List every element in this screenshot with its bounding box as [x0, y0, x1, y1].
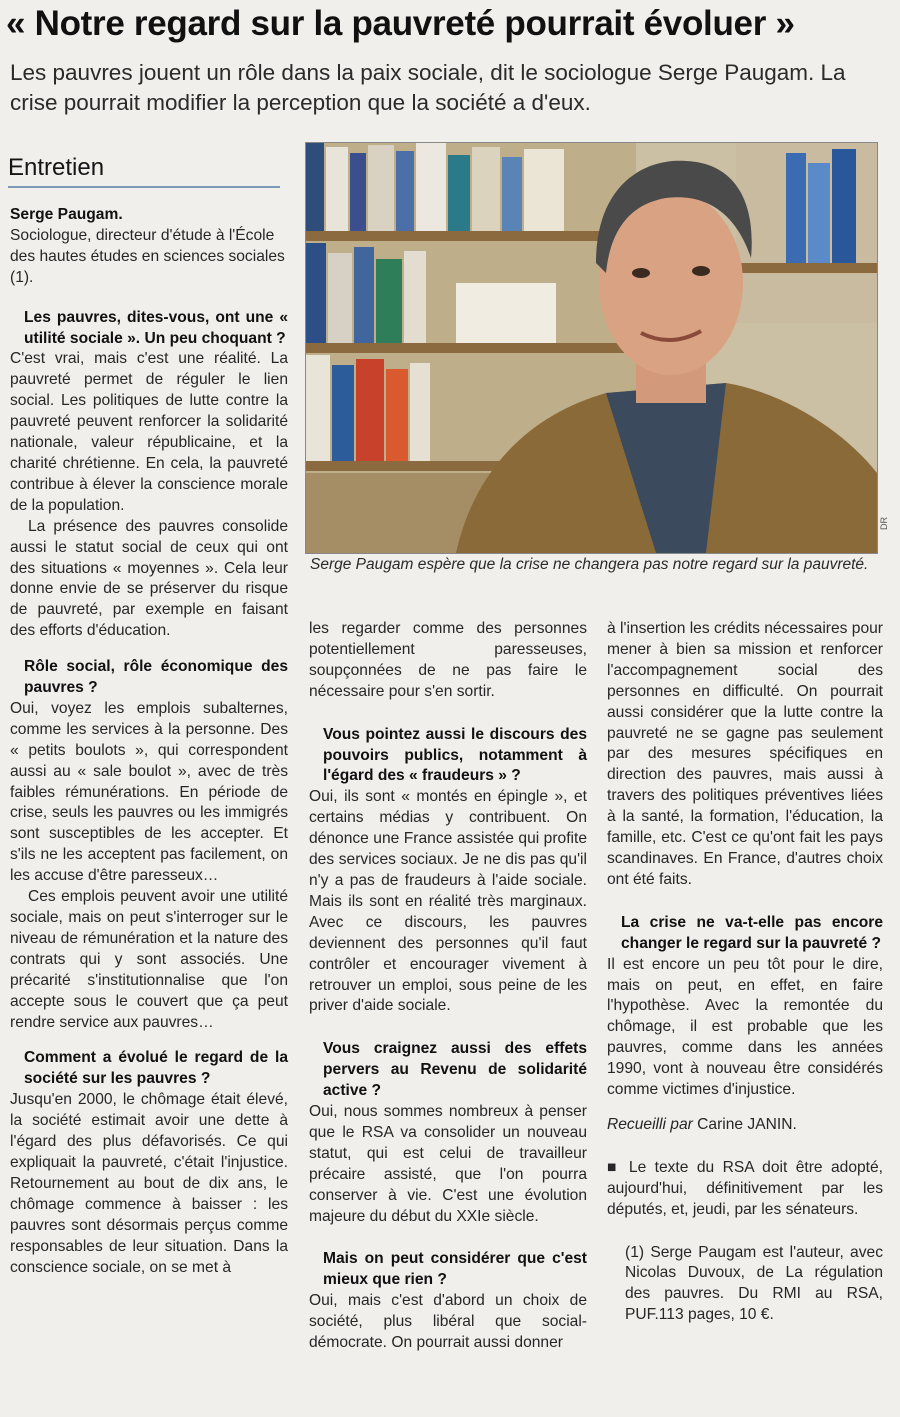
answer-4: Oui, ils sont « montés en épingle », et certains médias y contribuent. On dénonce une France assistée qui profite des services sociaux. Je ne dis pas qu'il n'y a pas de fraudeurs à l'aide sociale. Mais ils sont en réalité très marginaux. Avec ce discours, les pauvres deviennent des personnes qu'il faut contrôler et encourager vivement à retrouver un emploi, sous peine de les priver d'aide sociale. [309, 788, 587, 1015]
answer-1-paragraph-1: C'est vrai, mais c'est une réalité. La pauvreté permet de réguler le lien social. Les politiques de lutte contre la pauvreté peuvent renforcer la solidarité nationale, valeur républicaine, et la charité chrétienne. En cela, la pauvreté contribue à élever la conscience morale de la population. [10, 350, 288, 514]
question-1: Les pauvres, dites-vous, ont une « utilité sociale ». Un peu choquant ? [24, 308, 288, 347]
photo-caption: Serge Paugam espère que la crise ne changera pas notre regard sur la pauvreté. [310, 556, 869, 573]
question-2: Rôle social, rôle économique des pauvres ? [24, 658, 288, 697]
portrait-illustration [306, 143, 877, 553]
note-bullet-icon: ■ [607, 1158, 621, 1176]
question-7: La crise ne va-t-elle pas encore changer le regard sur la pauvreté ? [621, 913, 883, 952]
byline-author: Carine JANIN. [697, 1115, 797, 1133]
photo-serge-paugam [305, 142, 878, 554]
answer-3: Jusqu'en 2000, le chômage était élevé, la société estimait avoir une dette à l'égard des plus défavorisés. Ce qui expliquait la pauvreté, c'était l'injustice. Retournement au bout de dix ans, le chômage commence à baisser : les pauvres sont désormais perçus comme responsables de leur situation. Dans la conscience sociale, on se met à [10, 1091, 288, 1276]
byline [607, 1115, 883, 1136]
answer-6-continued: à l'insertion les crédits nécessaires pour mener à bien sa mission et renforcer l'accompagnement social des personnes en difficulté. On pourrait aussi considérer que la lutte contre la pauvreté ne se gagne pas seulement par des mesures spécifiques en direction des pauvres, mais aussi à travers des politiques préventives liées à la santé, la formation, l'éducation, la famille, etc. C'est ce qu'ont fait les pays scandinaves. En France, d'autres choix ont été faits. [607, 620, 883, 888]
photo-credit: DR [879, 517, 889, 530]
standfirst: Les pauvres jouent un rôle dans la paix sociale, dit le sociologue Serge Paugam. La crise pourrait modifier la perception que la société a d'eux. [10, 60, 846, 115]
column-3 [607, 619, 883, 1326]
interviewee-name: Serge Paugam. [10, 206, 123, 223]
interviewee-description: Sociologue, directeur d'étude à l'École des hautes études en sciences sociales (1). [10, 226, 285, 286]
answer-2-paragraph-1: Oui, voyez les emplois subalternes, comme les services à la personne. Des « petits boulots », qui correspondent aussi au « sale boulot », avec de très faibles rémunérations. En période de crise, seuls les pauvres ou les immigrés sont susceptibles de les accepter. Et s'ils ne les acceptent pas facilement, on les accuse d'être paresseux… [10, 699, 288, 885]
column-2 [309, 619, 587, 1354]
footnote-text: (1) Serge Paugam est l'auteur, avec Nicolas Duvoux, de La régulation des pauvres. Du RMI au RSA, PUF.113 pages, 10 €. [625, 1243, 883, 1324]
answer-6: Oui, mais c'est d'abord un choix de société, plus libéral que social-démocrate. On pourrait aussi donner [309, 1292, 587, 1352]
byline-prefix: Recueilli par [607, 1115, 693, 1133]
answer-1-paragraph-2: La présence des pauvres consolide aussi le statut social de ceux qui ont des situations « moyennes ». Cela leur donne envie de se préserver du risque de pauvreté, par exemple en faisant des efforts d'éducation. [10, 517, 288, 640]
question-3: Comment a évolué le regard de la société sur les pauvres ? [24, 1049, 288, 1088]
rsa-note [607, 1158, 883, 1221]
answer-3-continued: les regarder comme des personnes potentiellement paresseuses, soupçonnées de ne pas faire le nécessaire pour s'en sortir. [309, 620, 587, 700]
question-5: Vous craignez aussi des effets pervers au Revenu de solidarité active ? [323, 1040, 587, 1100]
rubric-label: Entretien [8, 152, 280, 188]
answer-7: Il est encore un peu tôt pour le dire, mais on peut, en effet, en faire l'hypothèse. Avec la remontée du chômage, il est probable que les pauvres, comme dans les années 1990, vont à nouveau être considérés comme victimes d'injustice. [607, 955, 883, 1099]
question-6: Mais on peut considérer que c'est mieux que rien ? [323, 1250, 587, 1289]
headline: « Notre regard sur la pauvreté pourrait évoluer » [6, 4, 795, 43]
rsa-note-text: Le texte du RSA doit être adopté, aujourd'hui, définitivement par les députés, et, jeudi, par les sénateurs. [607, 1158, 883, 1218]
question-4: Vous pointez aussi le discours des pouvoirs publics, notamment à l'égard des « fraudeurs » ? [323, 725, 587, 785]
answer-2-paragraph-2: Ces emplois peuvent avoir une utilité sociale, mais on peut s'interroger sur le niveau de rémunération et la nature des contrats qui y sont associés. Une précarité s'institutionnalise que l'on accepte sous le couvert que ça peut rendre service aux pauvres… [10, 888, 288, 1031]
footnote [607, 1243, 883, 1327]
column-1 [10, 205, 288, 1278]
answer-5: Oui, nous sommes nombreux à penser que le RSA va consolider un nouveau statut, qui est celui de travailleur précaire assisté, que l'on pourra conserver à vie. C'est une évolution majeure du début du XXIe siècle. [309, 1103, 587, 1225]
